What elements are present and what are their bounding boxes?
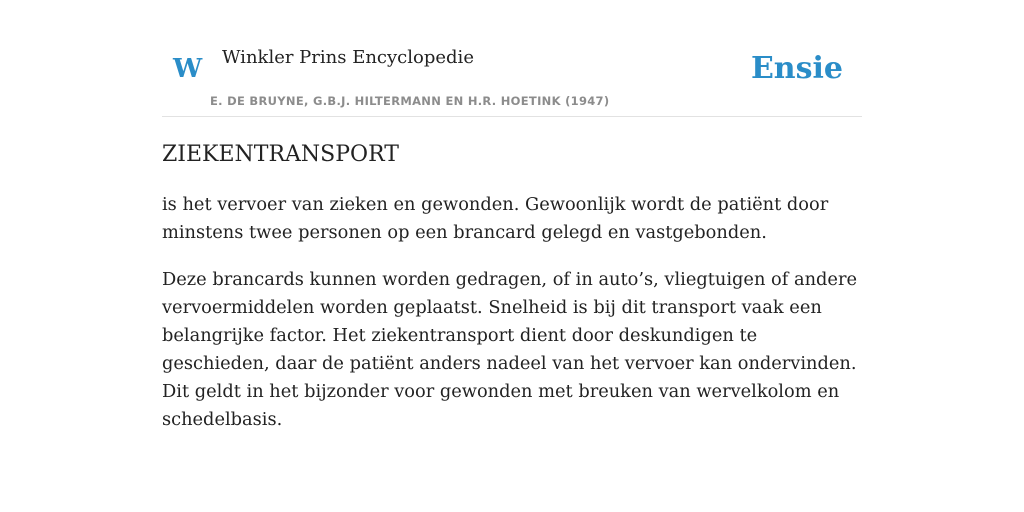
winkler-prins-logo[interactable]: W [173,54,203,84]
source-title[interactable]: Winkler Prins Encyclopedie [222,47,474,68]
source-authors: E. DE BRUYNE, G.B.J. HILTERMANN EN H.R. HOETINK (1947) [210,94,610,108]
article-body [162,191,866,453]
page [162,0,862,430]
article-paragraph: is het vervoer van zieken en gewonden. Gewoonlijk wordt de patiënt door minstens twee personen op een brancard gelegd en vastgebonden. [162,194,829,243]
article-title: ZIEKENTRANSPORT [162,142,399,167]
ensie-logo[interactable]: Ensie [750,51,843,86]
article-paragraph: Deze brancards kunnen worden gedragen, of in auto’s, vliegtuigen of andere vervoermiddelen worden geplaatst. Snelheid is bij dit transport vaak een belangrijke factor. Het ziekentransport dient door deskundigen te geschieden, daar de patiënt anders nadeel van het vervoer kan ondervinden. Dit geldt in het bijzonder voor gewonden met breuken van wervelkolom en schedelbasis. [162,269,857,430]
source-header [162,0,862,117]
